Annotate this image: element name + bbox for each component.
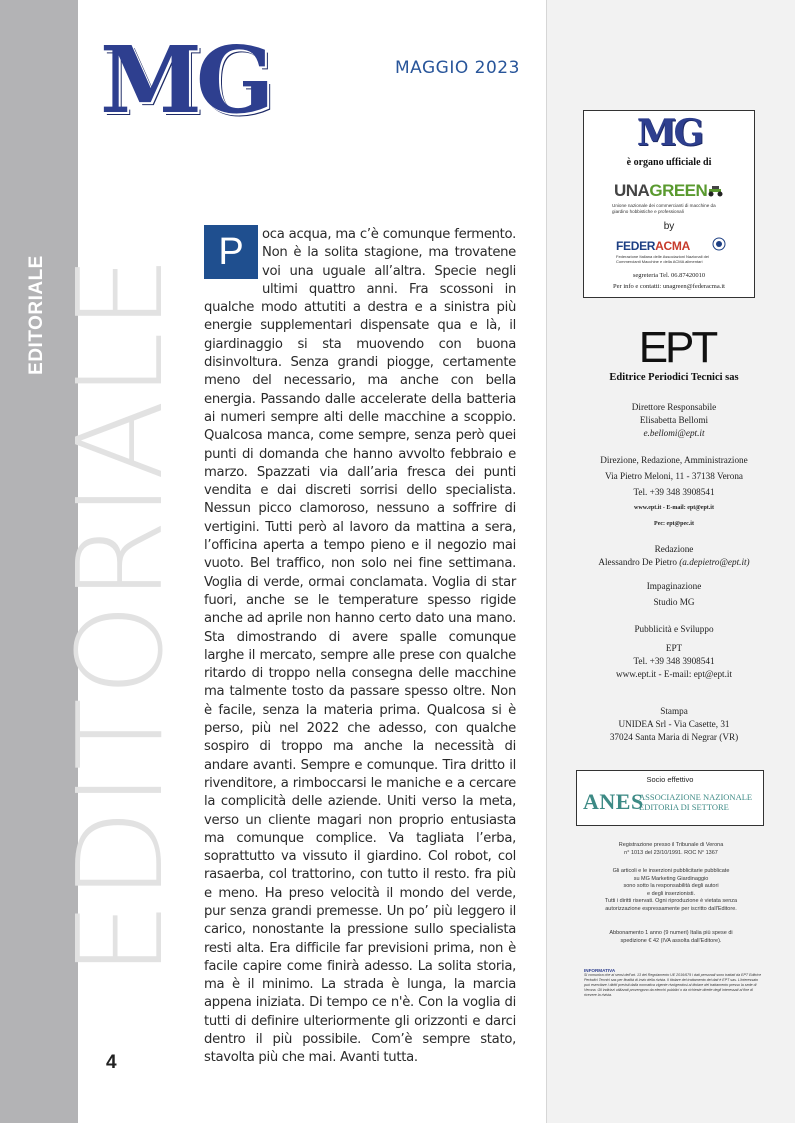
anes-member-label: Socio effettivo: [646, 775, 694, 784]
editorial-contact: Alessandro De Pietro (a.depietro@ept.it): [598, 557, 750, 567]
official-organ-box: [583, 110, 755, 298]
printing-line-2: 37024 Santa Maria di Negrar (VR): [609, 732, 739, 742]
advertising-title: Pubblicità e Sviluppo: [634, 624, 714, 634]
unagreen-subtitle: Unione nazionale dei commercianti di macchine da giardino hobbistiche e professionali: [612, 203, 716, 214]
director-name: Elisabetta Bellomi: [639, 415, 709, 425]
printing-title: Stampa: [660, 706, 688, 716]
anes-membership-box: [576, 770, 764, 826]
rights-notice: Gli articoli e le inserzioni pubblicitarie pubblicate su MG Marketing Giardinaggio sono sotto la responsabilità degli autori e degli inserzionisti. Tutti i diritti riservati. Ogni riproduzione è vietata senza autorizzazione espressamente per iscritto dall'Editore.: [604, 868, 738, 912]
tractor-icon: [707, 185, 725, 197]
privacy-title: INFORMATIVA: [584, 968, 616, 973]
section-watermark: EDITORIALE: [51, 253, 189, 977]
anes-full-name: ASSOCIAZIONE NAZIONALE EDITORIA DI SETTORE: [639, 792, 753, 812]
director-block: [576, 401, 772, 440]
article-body: oca acqua, ma c’è comunque fermento. Non è la solita stagione, ma trovatene voi una uguale all’altra. Specie negli ultimi quattro anni. Fra scossoni in qualche modo attutiti a destra e a sinistra più energie supplementari dispensate qua e là, il giardinaggio si sta muovendo con buona disinvoltura. Senza grandi piogge, certamente meno del necessario, ma anche con bella energia. Passando dalle accelerate della batteria ai numeri sempre alti delle macchine a scoppio. Qualcosa manca, come sempre, senza però quei punti di domanda che hanno avvolto febbraio e marzo. Spazzati via dall’aria fresca dei punti vendita e dai discreti sorrisi dello specialista. Nessun picco clamoroso, nessuno a soffrire di vertigini. Tutti però al lavoro da mattina a sera, l’officina aperta a tempo pieno e il negozio mai vuoto. Bel traffico, non solo nei fine settimana. Voglia di verde, ormai conclamata. Voglia di star fuori, anche se le temperature spesso rigide anche ad aprile non hanno certo dato una mano. Sta dimostrando di avere spalle comunque larghe il mercato, sempre alle prese con qualche ritardo di troppo nella consegna delle macchine ma talmente tosto da passare spesso oltre. Non è facile, senza la materia prima. Qualcosa si è perso, più nel 2022 che adesso, con qualche sospiro di troppo ma anche la necessità di andare avanti. Sempre e comunque. Tira dritto il rivenditore, a rimboccarsi le maniche e a cercare la complicità delle aziende. Uniti verso la meta, verso un cliente magari non proprio entusiasta ma comunque complice. Va tagliata l’erba, soprattutto va vissuto il giardino. Col robot, col rasaerba, col trattorino, con tutto il resto. fra più e meno. Ha preso velocità il mondo del verde, pur senza grandi premesse. Un po’ più leggero il carico, nonostante la pressione sullo specialista resti alta. Era difficile far previsioni prima, non è facile capire come finirà adesso. La solita storia, ma è il minimo. La strada è lunga, la marcia appena iniziata. Di tempo ce n'è. Con la voglia di tutti di definire ulteriormente gli orizzonti e darci dentro il più possibile. Com’è sempre stato, stavolta più che mai. Avanti tutta.: [204, 227, 516, 1066]
printing-block: [576, 705, 772, 744]
layout-block: [576, 580, 772, 609]
subscription-notice: Abbonamento 1 anno (9 numeri) Italia più spese di spedizione € 42 (IVA assolta dall'Editore).: [609, 930, 733, 944]
section-label: EDITORIALE: [26, 255, 47, 375]
mini-magazine-logo: MG: [636, 112, 702, 154]
publisher-logo: EPT: [638, 323, 716, 372]
privacy-notice: [584, 968, 762, 998]
layout-title: Impaginazione: [646, 581, 702, 591]
editorial-title: Redazione: [654, 544, 694, 554]
advertising-web: www.ept.it - E-mail: ept@ept.it: [615, 669, 733, 679]
contact-phone: segreteria Tel. 06.87420010: [632, 272, 706, 279]
federacma-subtitle: Federazione Italiana delle Associazioni Nazionali dei Commercianti Macchine e della ACMA alimentari: [616, 254, 709, 264]
advertising-name: EPT: [665, 643, 683, 653]
printing-line-1: UNIDEA Srl - Via Casette, 31: [618, 719, 730, 729]
publisher-name: Editrice Periodici Tecnici sas: [609, 372, 739, 383]
address: Via Pietro Meloni, 11 - 37138 Verona: [604, 471, 743, 481]
unagreen-logo: UNAGREEN: [614, 181, 708, 200]
by-label: by: [663, 221, 675, 232]
contact-email: Per info e contatti: unagreen@federacma.it: [613, 283, 725, 290]
advertising-block: [576, 623, 772, 681]
organ-caption: è organo ufficiale di: [626, 157, 712, 168]
administration-block: [576, 454, 772, 531]
advertising-phone: Tel. +39 348 3908541: [633, 656, 715, 666]
director-email: e.bellomi@ept.it: [643, 428, 705, 438]
pec-email: Pec: ept@pec.it: [654, 521, 694, 527]
director-title: Direttore Responsabile: [631, 402, 717, 412]
administration-title: Direzione, Redazione, Amministrazione: [600, 455, 748, 465]
emblem-icon: [712, 237, 726, 251]
magazine-logo: MG: [100, 26, 269, 134]
page-number: 4: [106, 1052, 117, 1073]
anes-logo: ANES: [583, 789, 644, 814]
web-email: www.ept.it - E-mail: ept@ept.it: [634, 505, 714, 511]
privacy-text: Si comunica che ai sensi dell'art. 13 del Regolamento UE 2016/679 i dati personali sono trattati da EPT Editrice Periodici Tecnici sas per finalità di invio della rivista. Il titolare del trattamento dei dati è EPT sas. L'interessato può esercitare i diritti previsti dalla normativa vigente rivolgendosi al titolare del trattamento presso la sede di Verona. Gli indirizzi utilizzati provengono da elenchi pubblici o da richieste dirette degli interessati al fine di ricevere la rivista.: [584, 973, 762, 997]
drop-cap: P: [204, 225, 258, 279]
registration-notice: Registrazione presso il Tribunale di Verona n° 1013 del 23/10/1991. ROC N° 1367: [618, 842, 724, 856]
layout-name: Studio MG: [653, 597, 695, 607]
phone: Tel. +39 348 3908541: [633, 487, 715, 497]
federacma-logo: FEDERACMA: [616, 239, 690, 253]
issue-date: MAGGIO 2023: [395, 58, 520, 78]
editorial-block: [576, 543, 772, 569]
